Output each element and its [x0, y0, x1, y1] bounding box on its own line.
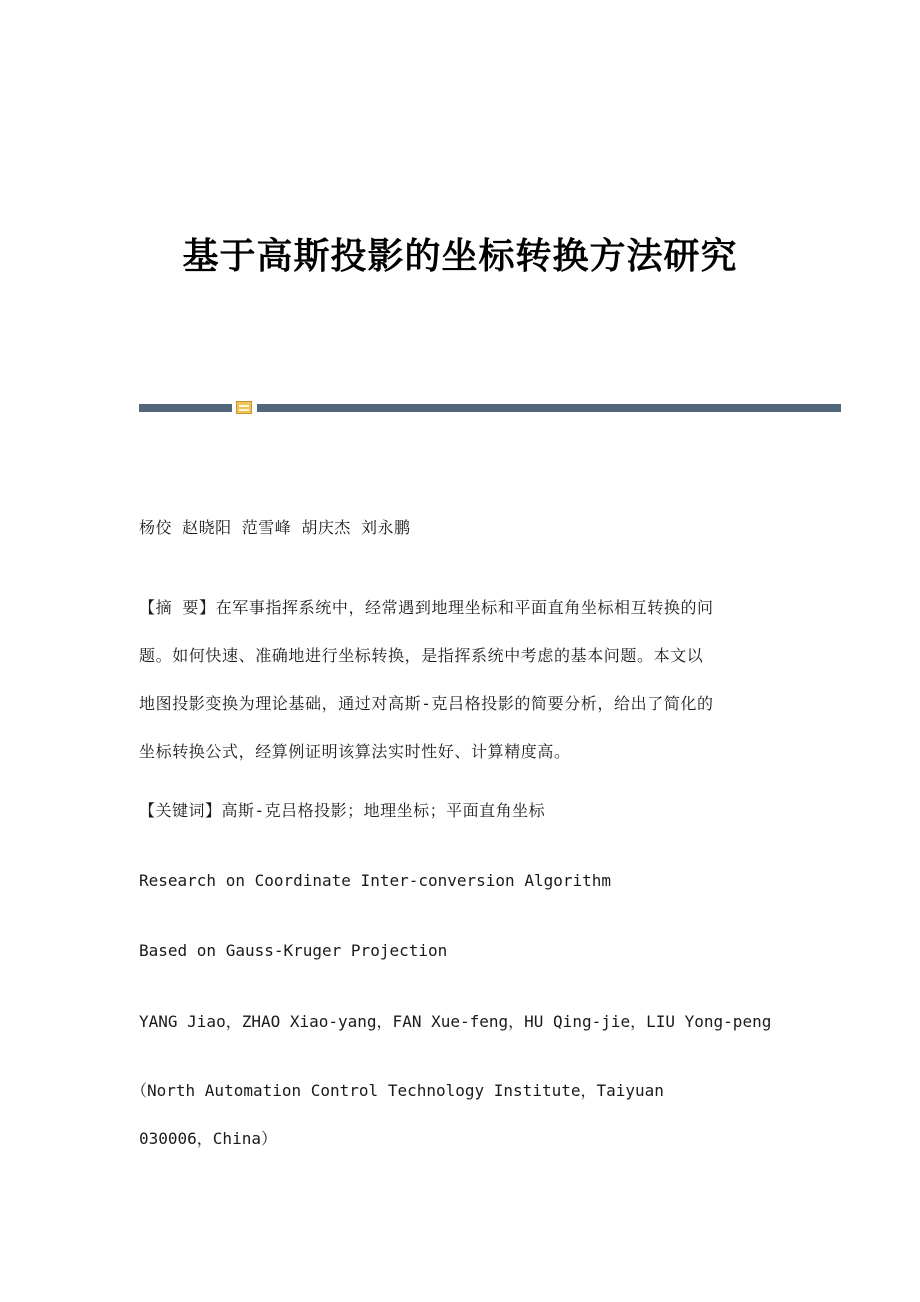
- keywords: [139, 798, 545, 821]
- keywords-label: 【关键词】: [139, 801, 222, 820]
- divider-bar-left: [139, 404, 232, 412]
- english-authors: YANG Jiao，ZHAO Xiao-yang，FAN Xue-feng，HU Qing-jie，LIU Yong-peng: [139, 1012, 772, 1031]
- paper-title: 基于高斯投影的坐标转换方法研究: [182, 235, 738, 277]
- abstract-line-3: 地图投影变换为理论基础，通过对高斯-克吕格投影的简要分析，给出了简化的: [139, 694, 714, 713]
- english-affiliation-line-1: （North Automation Control Technology Institute，Taiyuan: [131, 1081, 664, 1100]
- abstract-line-2: 题。如何快速、准确地进行坐标转换，是指挥系统中考虑的基本问题。本文以: [139, 646, 704, 665]
- title-divider: [139, 401, 841, 415]
- english-affiliation-line-2: 030006，China）: [139, 1129, 277, 1148]
- english-title-line-1: Research on Coordinate Inter-conversion Algorithm: [139, 871, 612, 890]
- abstract-line-1: [139, 584, 789, 632]
- english-title-line-2: Based on Gauss-Kruger Projection: [139, 941, 448, 960]
- abstract-line-4: 坐标转换公式，经算例证明该算法实时性好、计算精度高。: [139, 742, 571, 761]
- authors-cn: 杨佼 赵晓阳 范雪峰 胡庆杰 刘永鹏: [139, 518, 411, 537]
- divider-bar-right: [257, 404, 841, 412]
- abstract-label: 【摘 要】: [139, 598, 216, 617]
- abstract: [139, 584, 789, 776]
- keywords-text: 高斯-克吕格投影；地理坐标；平面直角坐标: [221, 801, 546, 820]
- divider-emblem-icon: [236, 401, 252, 414]
- abstract-text-1: 在军事指挥系统中，经常遇到地理坐标和平面直角坐标相互转换的问: [215, 598, 714, 617]
